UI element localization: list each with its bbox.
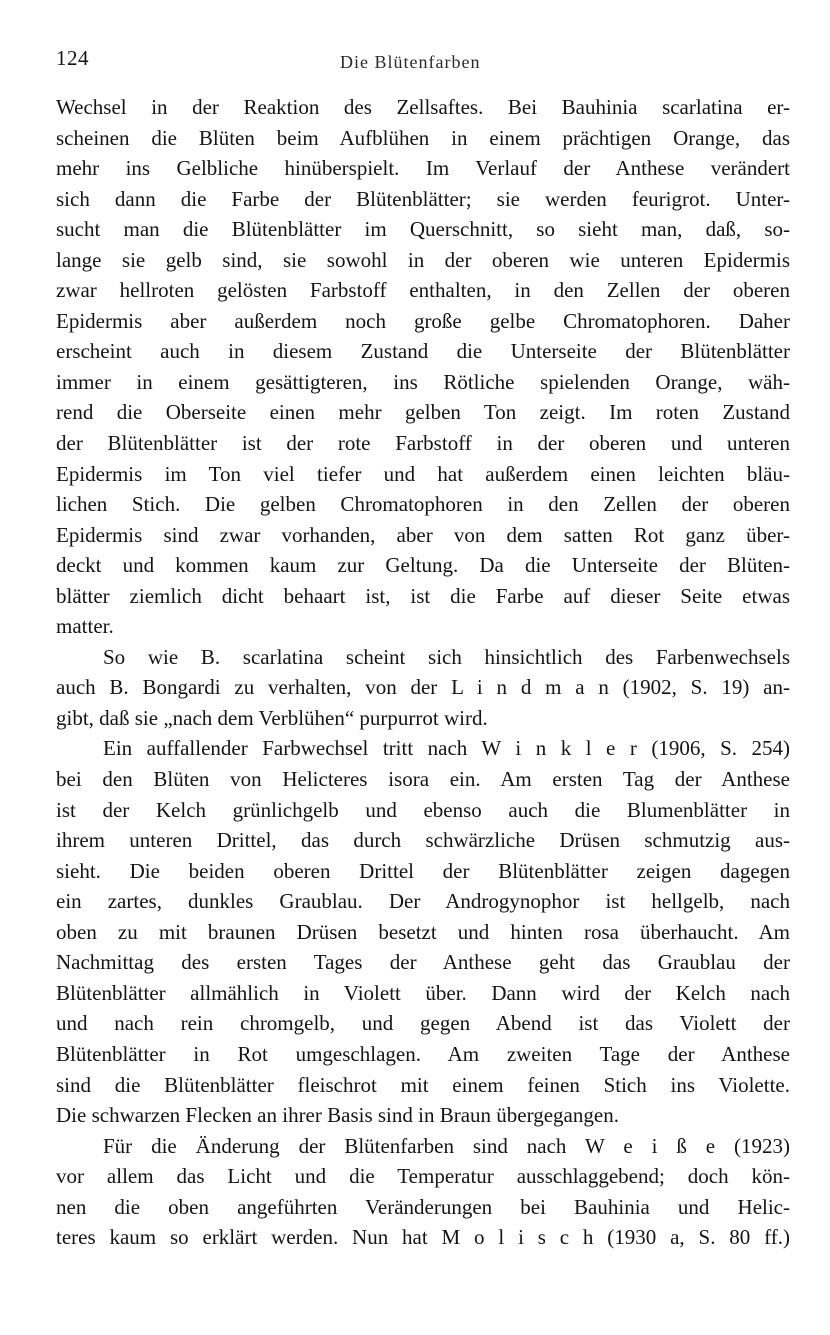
text-line: So wie B. scarlatina scheint sich hinsichtlich des Farbenwechsels — [103, 644, 790, 669]
text-line: Blütenblätter allmählich in Violett über. Dann wird der Kelch nach — [56, 980, 790, 1005]
text-line: Epidermis im Ton viel tiefer und hat außerdem einen leichten bläu- — [56, 461, 790, 486]
text-line: matter. — [56, 614, 114, 639]
text-line: bei den Blüten von Helicteres isora ein. Am ersten Tag der Anthese — [56, 767, 790, 792]
text-line: deckt und kommen kaum zur Geltung. Da die Unterseite der Blüten- — [56, 553, 790, 578]
text-line: lichen Stich. Die gelben Chromatophoren in den Zellen der oberen — [56, 492, 790, 517]
text-line: vor allem das Licht und die Temperatur ausschlaggebend; doch kön- — [56, 1164, 790, 1189]
body-text — [56, 92, 790, 1253]
text-line: erscheint auch in diesem Zustand die Unterseite der Blütenblätter — [56, 339, 790, 364]
text-line: Ein auffallender Farbwechsel tritt nach W i n k l e r (1906, S. 254) — [103, 736, 790, 761]
text-line: gibt, daß sie „nach dem Verblühen“ purpurrot wird. — [56, 705, 488, 730]
text-line: sieht. Die beiden oberen Drittel der Blütenblätter zeigen dagegen — [56, 858, 790, 883]
text-line: der Blütenblätter ist der rote Farbstoff in der oberen und unteren — [56, 431, 790, 456]
page-number: 124 — [56, 46, 89, 70]
text-line: Blütenblätter in Rot umgeschlagen. Am zweiten Tage der Anthese — [56, 1041, 790, 1066]
text-line: sich dann die Farbe der Blütenblätter; sie werden feurigrot. Unter- — [56, 186, 790, 211]
text-line: ihrem unteren Drittel, das durch schwärzliche Drüsen schmutzig aus- — [56, 828, 790, 853]
text-line: blätter ziemlich dicht behaart ist, ist die Farbe auf dieser Seite etwas — [56, 583, 790, 608]
text-line: mehr ins Gelbliche hinüberspielt. Im Verlauf der Anthese verändert — [56, 156, 790, 181]
text-line: Wechsel in der Reaktion des Zellsaftes. Bei Bauhinia scarlatina er- — [56, 95, 790, 119]
text-line: sind die Blütenblätter fleischrot mit einem feinen Stich ins Violette. — [56, 1072, 790, 1097]
text-line: nen die oben angeführten Veränderungen bei Bauhinia und Helic- — [56, 1194, 790, 1219]
text-line: Epidermis sind zwar vorhanden, aber von dem satten Rot ganz über- — [56, 522, 790, 547]
text-line: lange sie gelb sind, sie sowohl in der oberen wie unteren Epidermis — [56, 247, 790, 272]
text-line: sucht man die Blütenblätter im Querschnitt, so sieht man, daß, so- — [56, 217, 790, 242]
text-line: oben zu mit braunen Drüsen besetzt und hinten rosa überhaucht. Am — [56, 919, 790, 944]
text-line: Für die Änderung der Blütenfarben sind nach W e i ß e (1923) — [103, 1133, 790, 1158]
text-line: rend die Oberseite einen mehr gelben Ton zeigt. Im roten Zustand — [56, 400, 790, 425]
text-line: scheinen die Blüten beim Aufblühen in einem prächtigen Orange, das — [56, 125, 790, 150]
text-line: zwar hellroten gelösten Farbstoff enthalten, in den Zellen der oberen — [56, 278, 790, 303]
text-line: auch B. Bongardi zu verhalten, von der L i n d m a n (1902, S. 19) an- — [56, 675, 790, 700]
text-line: teres kaum so erklärt werden. Nun hat M o l i s c h (1930 a, S. 80 ff.) — [56, 1225, 790, 1250]
text-line: immer in einem gesättigteren, ins Rötliche spielenden Orange, wäh- — [56, 369, 790, 394]
text-line: Epidermis aber außerdem noch große gelbe Chromatophoren. Daher — [56, 308, 790, 333]
text-line: ist der Kelch grünlichgelb und ebenso auch die Blumenblätter in — [56, 797, 790, 822]
text-line: Nachmittag des ersten Tages der Anthese geht das Graublau der — [56, 950, 790, 975]
running-title: Die Blütenfarben — [340, 52, 481, 72]
text-line: Die schwarzen Flecken an ihrer Basis sind in Braun übergegangen. — [56, 1103, 619, 1128]
text-line: ein zartes, dunkles Graublau. Der Androgynophor ist hellgelb, nach — [56, 889, 790, 914]
text-line: und nach rein chromgelb, und gegen Abend ist das Violett der — [56, 1011, 790, 1036]
